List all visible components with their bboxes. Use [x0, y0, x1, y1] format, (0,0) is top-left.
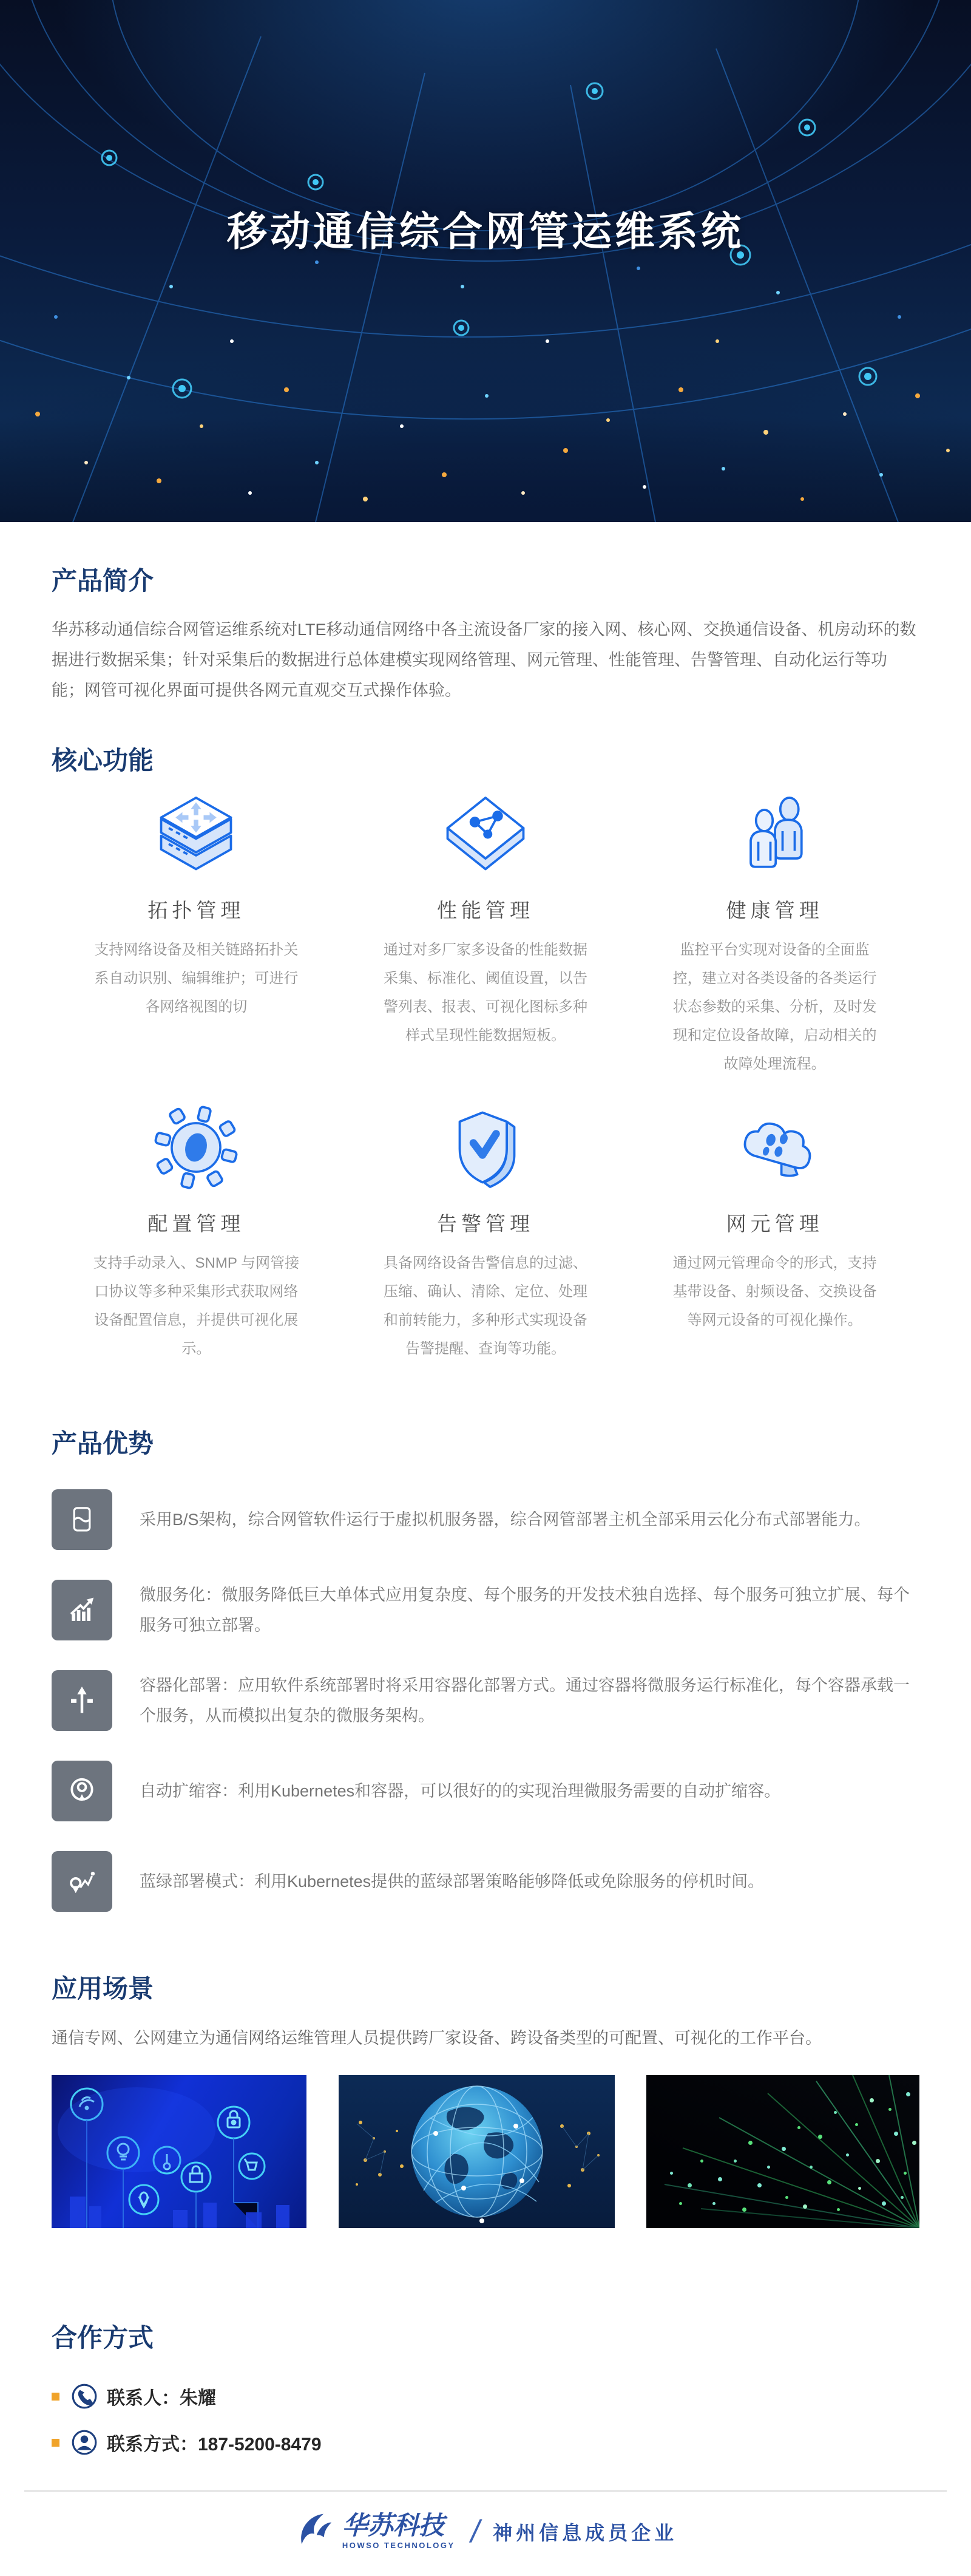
- microservice-chart-icon: [52, 1580, 112, 1640]
- feature-card-performance: [341, 780, 631, 1078]
- scenarios-body: 通信专网、公网建立为通信网络运维管理人员提供跨厂家设备、跨设备类型的可配置、可视化的工作平台。: [52, 2029, 822, 2047]
- health-icon: [729, 780, 820, 889]
- advantage-text: 蓝绿部署模式：利用Kubernetes提供的蓝绿部署策略能够降低或免除服务的停机时间。: [140, 1872, 765, 1891]
- feature-title: 拓扑管理: [147, 899, 245, 922]
- advantage-item: [52, 1670, 919, 1731]
- hero-banner: [0, 0, 971, 522]
- contact-phone-row: [52, 2428, 919, 2456]
- alarm-shield-icon: [440, 1093, 531, 1202]
- advantage-text: 自动扩缩容：利用Kubernetes和容器，可以很好的的实现治理微服务需要的自动扩缩容。: [140, 1782, 781, 1800]
- config-gear-icon: [151, 1093, 242, 1202]
- advantage-item: [52, 1761, 919, 1821]
- logo-text-block: [342, 2510, 455, 2550]
- company-name-en: HOWSO TECHNOLOGY: [342, 2541, 455, 2550]
- advantage-item: [52, 1851, 919, 1912]
- intro-heading: 产品简介: [52, 566, 154, 595]
- feature-card-config: [52, 1093, 341, 1363]
- feature-title: 健康管理: [726, 899, 824, 922]
- contact-person-row: [52, 2382, 919, 2410]
- advantage-text: 容器化部署：应用软件系统部署时将采用容器化部署方式。通过容器将微服务运行标准化，每个容器承载一个服务，从而模拟出复杂的微服务架构。: [140, 1676, 910, 1725]
- advantages-section: [0, 1424, 971, 1912]
- features-grid: [52, 780, 919, 1363]
- cooperation-section: [0, 2318, 971, 2456]
- advantage-item: [52, 1489, 919, 1550]
- feature-desc: 具备网络设备告警信息的过滤、压缩、确认、清除、定位、处理和前转能力，多种形式实现设备告警提醒、查询等功能。: [383, 1255, 587, 1357]
- person-icon: [70, 2428, 98, 2456]
- feature-desc: 支持手动录入、SNMP 与网管接口协议等多种采集形式获取网络设备配置信息，并提供可视化展示。: [93, 1255, 300, 1357]
- phone-icon: [70, 2382, 98, 2410]
- orange-bullet: [52, 2439, 59, 2447]
- product-intro-section: [0, 561, 971, 705]
- feature-title: 告警管理: [436, 1212, 534, 1235]
- scenarios-heading: 应用场景: [52, 1974, 154, 2003]
- footer: [0, 2492, 971, 2576]
- bluegreen-deploy-icon: [52, 1851, 112, 1912]
- feature-desc: 通过对多厂家多设备的性能数据采集、标准化、阈值设置，以告警列表、报表、可视化图标多种样式呈现性能数据短板。: [383, 942, 587, 1044]
- contact-phone-text: 联系方式：187-5200-8479: [107, 2435, 322, 2455]
- iot-devices-network-image: [52, 2075, 306, 2228]
- city-lights-decoration: [0, 0, 2, 2]
- advantage-text: 微服务化：微服务降低巨大单体式应用复杂度、每个服务的开发技术独自选择、每个服务可独立扩展、每个服务可独立部署。: [140, 1586, 910, 1634]
- feature-desc: 监控平台实现对设备的全面监控，建立对各类设备的各类运行状态参数的采集、分析，及时发现和定位设备故障，启动相关的故障处理流程。: [672, 942, 877, 1072]
- orange-bullet: [52, 2393, 59, 2401]
- core-functions-section: [0, 741, 971, 1363]
- autoscale-icon: [52, 1761, 112, 1821]
- feature-desc: 支持网络设备及相关链路拓扑关系自动识别、编辑维护；可进行各网络视图的切: [94, 942, 299, 1015]
- contact-person-text: 联系人：朱耀: [107, 2388, 216, 2408]
- page-title: 移动通信综合网管运维系统: [227, 209, 744, 254]
- bs-architecture-icon: [52, 1489, 112, 1550]
- member-enterprise-text: 神州信息成员企业: [493, 2521, 678, 2544]
- scenario-images: [52, 2075, 919, 2228]
- network-element-cloud-icon: [729, 1093, 820, 1202]
- advantage-item: [52, 1580, 919, 1640]
- feature-desc: 通过网元管理命令的形式，支持基带设备、射频设备、交换设备等网元设备的可视化操作。: [672, 1255, 877, 1328]
- feature-title: 网元管理: [726, 1212, 824, 1235]
- feature-card-network-element: [630, 1093, 919, 1363]
- feature-title: 配置管理: [147, 1212, 245, 1235]
- advantage-text: 采用B/S架构，综合网管软件运行于虚拟机服务器，综合网管部署主机全部采用云化分布式部署能力。: [140, 1511, 871, 1529]
- company-name-cn: 华苏科技: [342, 2510, 444, 2540]
- feature-card-alarm: [341, 1093, 631, 1363]
- performance-icon: [440, 780, 531, 889]
- feature-card-health: [630, 780, 919, 1078]
- feature-card-topology: [52, 780, 341, 1078]
- scenarios-section: [0, 1969, 971, 2228]
- intro-body: 华苏移动通信综合网管运维系统对LTE移动通信网络中各主流设备厂家的接入网、核心网、交换通信设备、机房动环的数据进行数据采集；针对采集后的数据进行总体建模实现网络管理、网元管理、性能管理、告警管理、自动化运行等功能；网管可视化界面可提供各网元直观交互式操作体验。: [52, 620, 916, 699]
- network-globe-graphic: [0, 0, 971, 522]
- fiber-dots-decoration: [646, 2075, 648, 2077]
- howso-logo-icon: [294, 2510, 334, 2553]
- logo-separator: /: [470, 2513, 480, 2549]
- fiber-optic-lights-image: [646, 2075, 919, 2228]
- advantages-heading: 产品优势: [52, 1429, 154, 1458]
- features-heading: 核心功能: [52, 746, 154, 775]
- cooperation-heading: 合作方式: [52, 2323, 154, 2352]
- container-deploy-icon: [52, 1670, 112, 1731]
- topology-icon: [151, 780, 242, 889]
- feature-title: 性能管理: [436, 899, 534, 922]
- global-network-globe-image: [339, 2075, 615, 2228]
